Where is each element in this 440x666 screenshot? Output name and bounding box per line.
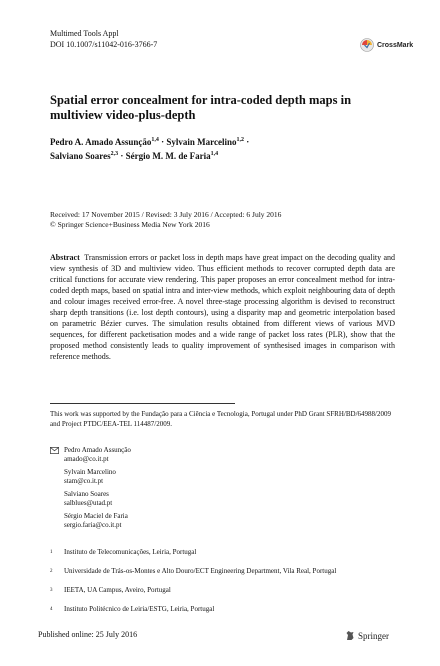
paper-title: Spatial error concealment for intra-coded depth maps in multiview video-plus-depth <box>50 93 352 122</box>
journal-name: Multimed Tools Appl <box>50 29 119 38</box>
article-history <box>50 210 395 230</box>
contact-entry <box>64 446 131 464</box>
envelope-icon <box>50 447 59 454</box>
abstract-heading: Abstract <box>50 253 80 262</box>
affiliation-text: Instituto Politécnico de Leiria/ESTG, Leiria, Portugal <box>64 605 215 613</box>
contact-entry <box>64 512 131 530</box>
affiliation-text: Universidade de Trás-os-Montes e Alto Douro/ECT Engineering Department, Vila Real, Portugal <box>64 567 337 575</box>
crossmark-icon <box>360 38 374 52</box>
contact-email[interactable]: amado@co.it.pt <box>64 455 109 463</box>
author-list <box>50 134 390 162</box>
springer-horse-icon <box>345 630 355 641</box>
contact-email[interactable]: sergio.faria@co.it.pt <box>64 521 122 529</box>
abstract-text: Transmission errors or packet loss in depth maps have great impact on the decoding quality and view synthesis of 3D and multiview video. Thus efficient methods to recover corrupted depth data are critical functions for accurate view rendering. This paper proposes an error concealment method for intra-coded depth maps, based on spatial intra and inter-view methods, which exploit neighbouring data of depth and colour images received error-free. A novel three-stage processing algorithm is devised to reconstruct sharp depth transitions (i.e. lost depth contours), using a disparity map and geometric interpolation based on parametric Bézier curves. The simulation results obtained from different views of various MVD sequences, for different packetisation modes and a wide range of packet loss rates (PLR), show that the proposed method consistently leads to quality improvement of synthesised images in comparison with reference methods. <box>50 253 395 361</box>
affiliation-text: Instituto de Telecomunicações, Leiria, Portugal <box>64 548 197 556</box>
contact-email[interactable]: stam@co.it.pt <box>64 477 104 485</box>
contact-list <box>64 446 131 534</box>
affiliation-item <box>50 586 390 595</box>
affiliation-number: 3 <box>50 588 53 593</box>
affiliation-number: 2 <box>50 569 53 574</box>
contact-entry <box>64 468 131 486</box>
affiliation-item <box>50 605 390 614</box>
history-dates: Received: 17 November 2015 / Revised: 3 July 2016 / Accepted: 6 July 2016 <box>50 210 282 219</box>
abstract <box>50 252 395 362</box>
funding-note: This work was supported by the Fundação para a Ciência e Tecnologia, Portugal under PhD Grant SFRH/BD/64988/2009 and Project PTDC/EEA-TEL 114487/2009. <box>50 410 391 428</box>
springer-label: Springer <box>358 630 389 641</box>
contact-name: Sérgio Maciel de Faria <box>64 512 128 520</box>
crossmark-label: CrossMark <box>377 41 414 49</box>
journal-header <box>50 28 157 50</box>
springer-logo <box>345 630 389 641</box>
affiliation-number: 1 <box>50 550 53 555</box>
footnote-divider <box>50 403 235 404</box>
author: Sérgio M. M. de Faria$^{1,4}$ <box>125 151 219 161</box>
journal-doi[interactable]: DOI 10.1007/s11042-016-3766-7 <box>50 40 158 49</box>
affiliation-text: IEETA, UA Campus, Aveiro, Portugal <box>64 586 171 594</box>
affiliation-number: 4 <box>50 607 53 612</box>
contact-name: Pedro Amado Assunção <box>64 446 131 454</box>
contact-name: Sylvain Marcelino <box>64 468 116 476</box>
author: Pedro A. Amado Assunção$^{1,4}$ · <box>50 137 167 147</box>
affiliation-item <box>50 567 390 576</box>
author: Salviano Soares$^{2,3}$ · <box>50 151 126 161</box>
author: Sylvain Marcelino$^{1,2}$ · <box>166 137 250 147</box>
published-online: Published online: 25 July 2016 <box>38 630 138 639</box>
affiliation-item <box>50 548 390 557</box>
contact-entry <box>64 490 131 508</box>
contact-email[interactable]: salblues@utad.pt <box>64 499 113 507</box>
crossmark-badge[interactable] <box>360 38 413 52</box>
contact-name: Salviano Soares <box>64 490 109 498</box>
affiliation-list <box>50 548 390 624</box>
copyright-line: © Springer Science+Business Media New York 2016 <box>50 220 210 229</box>
